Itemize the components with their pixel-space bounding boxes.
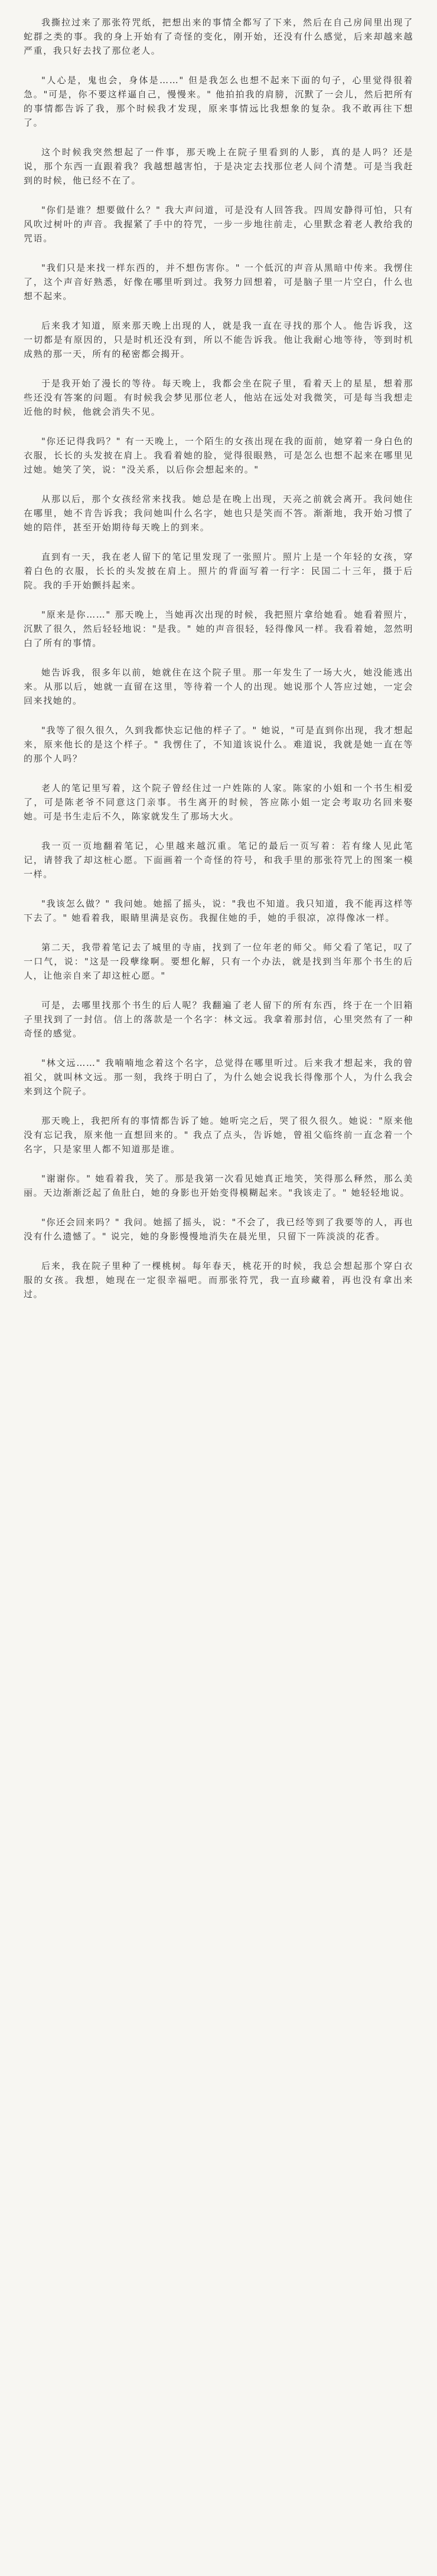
paragraph: 可是，去哪里找那个书生的后人呢？我翻遍了老人留下的所有东西，终于在一个旧箱子里找到了一封信。信上的落款是一个名字：林文远。我拿着那封信，心里突然有了一种奇怪的感觉。	[24, 1000, 413, 1039]
paragraph: 她告诉我，很多年以前，她就住在这个院子里。那一年发生了一场大火，她没能逃出来。从那以后，她就一直留在这里，等待着一个人的出现。她说那个人答应过她，一定会回来找她的。	[24, 667, 413, 706]
paragraph: 第二天，我带着笔记去了城里的寺庙，找到了一位年老的师父。师父看了笔记，叹了一口气，说："这是一段孽缘啊。要想化解，只有一个办法，就是找到当年那个书生的后人，让他亲自来了却这桩心愿。"	[24, 942, 413, 981]
paragraph: "你还记得我吗？" 有一天晚上，一个陌生的女孩出现在我的面前，她穿着一身白色的衣服，长长的头发披在肩上。我看着她的脸，觉得很眼熟，可是怎么也想不起来在哪里见过她。她笑了笑，说："没关系，以后你会想起来的。"	[24, 436, 413, 475]
paragraph: 后来我才知道，原来那天晚上出现的人，就是我一直在寻找的那个人。他告诉我，这一切都是有原因的，只是时机还没有到，所以不能告诉我。他让我耐心地等待，等到时机成熟的那一天，所有的秘密都会揭开。	[24, 320, 413, 359]
paragraph: "我等了很久很久，久到我都快忘记他的样子了。" 她说，"可是直到你出现，我才想起来，原来他长的是这个样子。" 我愣住了，不知道该说什么。难道说，我就是她一直在等的那个人吗？	[24, 725, 413, 764]
paragraph: "人心是，鬼也会，身体是……" 但是我怎么也想不起来下面的句子，心里觉得很着急。"可是，你不要这样逼自己，慢慢来。" 他拍拍我的肩膀，沉默了一会儿，然后把所有的事情都告诉了我，那个时候我才发现，原来事情远比我想象的复杂。我不敢再往下想了。	[24, 75, 413, 128]
paragraph: "谢谢你。" 她看着我，笑了。那是我第一次看见她真正地笑，笑得那么释然，那么美丽。天边渐渐泛起了鱼肚白，她的身影也开始变得模糊起来。"我该走了。" 她轻轻地说。	[24, 1173, 413, 1198]
paragraph: "原来是你……" 那天晚上，当她再次出现的时候，我把照片拿给她看。她看着照片，沉默了很久，然后轻轻地说："是我。" 她的声音很轻，轻得像风一样。我看着她，忽然明白了所有的事情。	[24, 609, 413, 648]
paragraph: 老人的笔记里写着，这个院子曾经住过一户姓陈的人家。陈家的小姐和一个书生相爱了，可是陈老爷不同意这门亲事。书生离开的时候，答应陈小姐一定会考取功名回来娶她。可是书生走后不久，陈家就发生了那场大火。	[24, 783, 413, 822]
paragraph: 后来，我在院子里种了一棵桃树。每年春天，桃花开的时候，我总会想起那个穿白衣服的女孩。我想，她现在一定很幸福吧。而那张符咒，我一直珍藏着，再也没有拿出来过。	[24, 1261, 413, 1300]
paragraph: 我一页一页地翻着笔记，心里越来越沉重。笔记的最后一页写着：若有缘人见此笔记，请替我了却这桩心愿。下面画着一个奇怪的符号，和我手里的那张符咒上的图案一模一样。	[24, 841, 413, 880]
paragraph: 于是我开始了漫长的等待。每天晚上，我都会坐在院子里，看着天上的星星，想着那些还没有答案的问题。有时候我会梦见那位老人，他站在远处对我微笑，可是每当我想走近他的时候，他就会消失不见。	[24, 378, 413, 417]
paragraph: "你们是谁？想要做什么？" 我大声问道，可是没有人回答我。四周安静得可怕，只有风吹过树叶的声音。我握紧了手中的符咒，一步一步地往前走，心里默念着老人教给我的咒语。	[24, 205, 413, 244]
paragraph: "你还会回来吗？" 我问。她摇了摇头，说："不会了，我已经等到了我要等的人，再也没有什么遗憾了。" 说完，她的身影慢慢地消失在晨光里，只留下一阵淡淡的花香。	[24, 1217, 413, 1242]
paragraph: 那天晚上，我把所有的事情都告诉了她。她听完之后，哭了很久很久。她说："原来他没有忘记我，原来他一直想回来的。" 我点了点头，告诉她，曾祖父临终前一直念着一个名字，只是家里人都不知道那是谁。	[24, 1115, 413, 1154]
paragraph: "我该怎么做？" 我问她。她摇了摇头，说："我也不知道。我只知道，我不能再这样等下去了。" 她看着我，眼睛里满是哀伤。我握住她的手，她的手很凉，凉得像冰一样。	[24, 898, 413, 923]
paragraph: 直到有一天，我在老人留下的笔记里发现了一张照片。照片上是一个年轻的女孩，穿着白色的衣服，长长的头发披在肩上。照片的背面写着一行字：民国二十三年，摄于后院。我的手开始颤抖起来。	[24, 552, 413, 590]
paragraph: 从那以后，那个女孩经常来找我。她总是在晚上出现，天亮之前就会离开。我问她住在哪里，她不肯告诉我；我问她叫什么名字，她也只是笑而不答。渐渐地，我开始习惯了她的陪伴，甚至开始期待每天晚上的到来。	[24, 494, 413, 533]
paragraph: "我们只是来找一样东西的，并不想伤害你。" 一个低沉的声音从黑暗中传来。我愣住了，这个声音好熟悉，好像在哪里听到过。我努力回想着，可是脑子里一片空白，什么也想不起来。	[24, 262, 413, 301]
paragraph: 这个时候我突然想起了一件事，那天晚上在院子里看到的人影，真的是人吗？还是说，那个东西一直跟着我？我越想越害怕，于是决定去找那位老人问个清楚。可是当我赶到的时候，他已经不在了。	[24, 147, 413, 186]
paragraph: 我撕拉过来了那张符咒纸，把想出来的事情全都写了下来，然后在自己房间里出现了蛇群之类的事。我的身上开始有了奇怪的变化，刚开始，还没有什么感觉，后来却越来越严重，我只好去找了那位老人。	[24, 17, 413, 56]
paragraph: "林文远……" 我喃喃地念着这个名字，总觉得在哪里听过。后来我才想起来，我的曾祖父，就叫林文远。那一刻，我终于明白了，为什么她会说我长得像那个人，为什么我会来到这个院子。	[24, 1058, 413, 1097]
